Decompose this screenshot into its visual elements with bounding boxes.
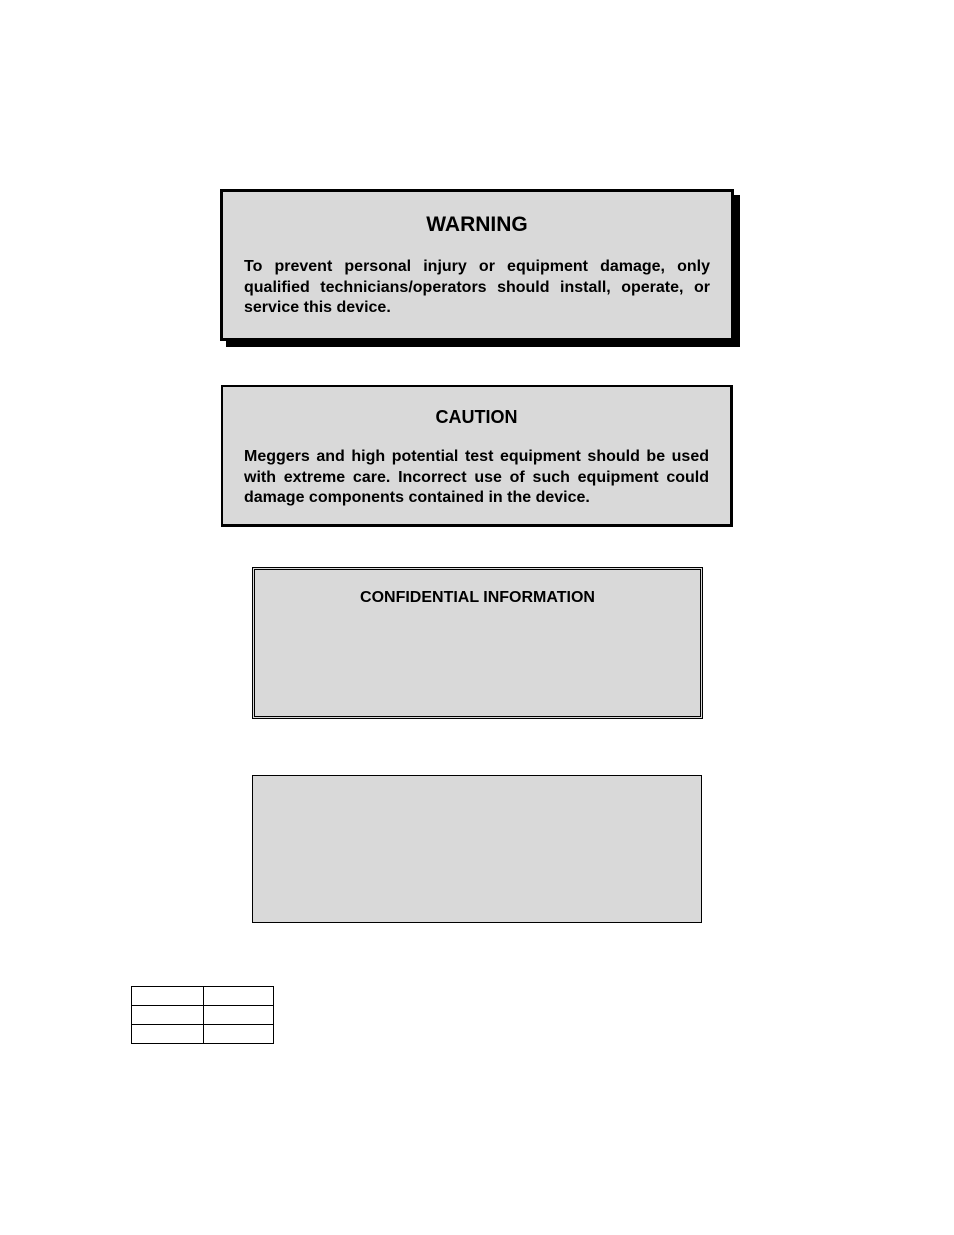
caution-box (221, 385, 733, 527)
confidential-box (252, 567, 703, 719)
table-cell (204, 1006, 274, 1025)
table-cell (132, 1025, 204, 1044)
table-row (132, 1025, 274, 1044)
warning-title: WARNING (426, 213, 528, 236)
caution-text: Meggers and high potential test equipment should be used with extreme care. Incorrect use of such equipment could damage components contained in the device. (244, 448, 709, 506)
blank-notice-box (252, 775, 702, 923)
warning-text: To prevent personal injury or equipment damage, only qualified technicians/operators should install, operate, or service this device. (244, 258, 710, 316)
warning-box (220, 189, 734, 341)
table-cell (132, 1006, 204, 1025)
caution-title: CAUTION (435, 407, 518, 427)
table-cell (204, 987, 274, 1006)
confidential-title: CONFIDENTIAL INFORMATION (360, 589, 595, 606)
revision-table (131, 986, 274, 1044)
table-row (132, 987, 274, 1006)
table-cell (132, 987, 204, 1006)
table-row (132, 1006, 274, 1025)
table-cell (204, 1025, 274, 1044)
